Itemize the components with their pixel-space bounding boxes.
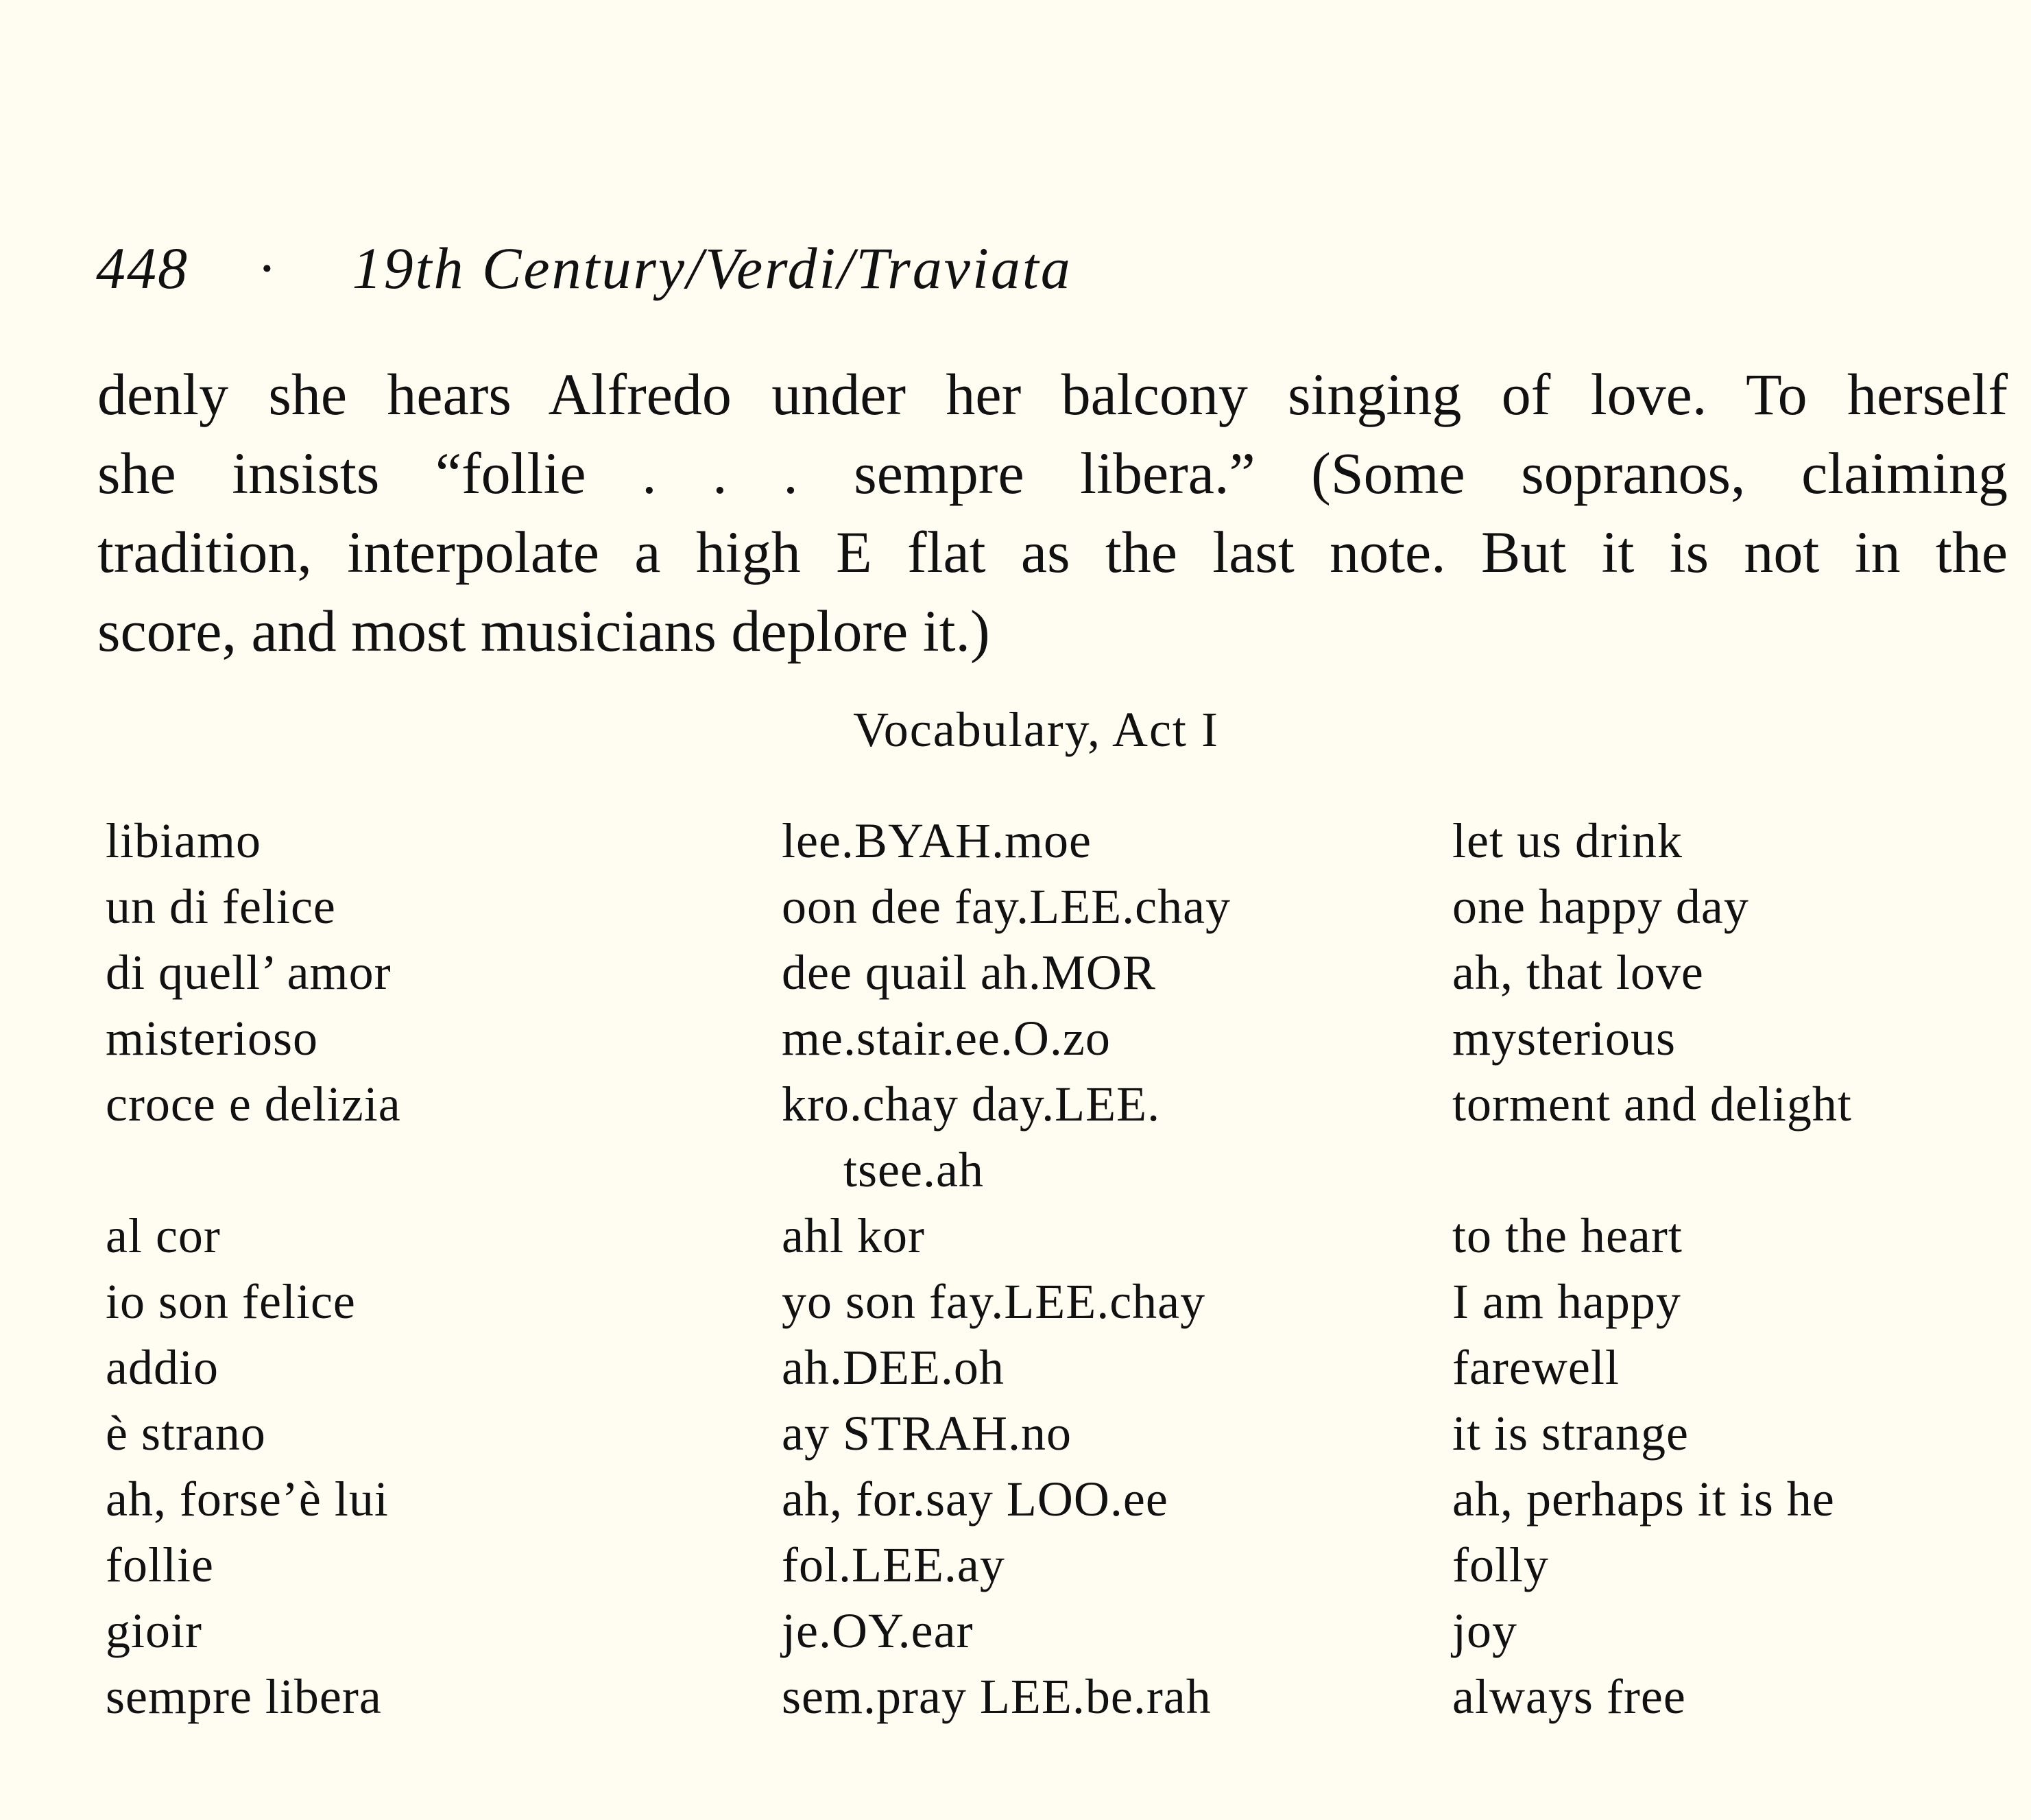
english-meaning: ah, perhaps it is he xyxy=(1452,1472,1835,1526)
body-line: score, and most musicians deplore it.) xyxy=(97,598,990,664)
vocab-row xyxy=(0,1532,2031,1598)
english-meaning: ah, that love xyxy=(1452,945,1704,1000)
pronunciation-continuation: tsee.ah xyxy=(843,1142,984,1197)
vocab-row xyxy=(0,1400,2031,1466)
italian-term: misterioso xyxy=(106,1011,318,1066)
pronunciation: me.stair.ee.O.zo xyxy=(782,1011,1111,1066)
english-meaning: farewell xyxy=(1452,1340,1620,1395)
italian-term: croce e delizia xyxy=(106,1077,401,1131)
italian-term: addio xyxy=(106,1340,219,1395)
vocabulary-heading: Vocabulary, Act I xyxy=(853,702,1219,757)
body-line: tradition, interpolate a high E flat as the last note. But it is not in the xyxy=(97,519,2008,585)
page-number: 448 xyxy=(96,235,189,301)
english-meaning: folly xyxy=(1452,1537,1549,1592)
header-separator: · xyxy=(257,235,277,301)
pronunciation: ah, for.say LOO.ee xyxy=(782,1472,1168,1526)
running-head xyxy=(96,235,1072,301)
vocab-row xyxy=(0,939,2031,1005)
english-meaning: it is strange xyxy=(1452,1406,1689,1461)
running-title: 19th Century/Verdi/Traviata xyxy=(352,235,1072,301)
pronunciation xyxy=(782,1071,1160,1203)
pronunciation: ah.DEE.oh xyxy=(782,1340,1005,1395)
english-meaning: I am happy xyxy=(1452,1274,1681,1329)
english-meaning: to the heart xyxy=(1452,1208,1683,1263)
english-meaning: torment and delight xyxy=(1452,1077,1852,1131)
pronunciation: lee.BYAH.moe xyxy=(782,813,1092,868)
italian-term: gioir xyxy=(106,1603,202,1658)
pronunciation: ahl kor xyxy=(782,1208,925,1263)
italian-term: al cor xyxy=(106,1208,221,1263)
vocab-row xyxy=(0,874,2031,939)
italian-term: sempre libera xyxy=(106,1669,382,1724)
vocab-row xyxy=(0,1598,2031,1664)
english-meaning: one happy day xyxy=(1452,879,1749,934)
vocab-row xyxy=(0,1005,2031,1071)
body-paragraph xyxy=(97,355,2008,671)
italian-term: ah, forse’è lui xyxy=(106,1472,389,1526)
italian-term: io son felice xyxy=(106,1274,356,1329)
body-line: denly she hears Alfredo under her balcony singing of love. To herself xyxy=(97,361,2008,427)
english-meaning: joy xyxy=(1452,1603,1518,1658)
body-line: she insists “follie . . . sempre libera.” (Some sopranos, claiming xyxy=(97,440,2008,506)
vocab-row xyxy=(0,808,2031,874)
english-meaning: let us drink xyxy=(1452,813,1683,868)
pronunciation: yo son fay.LEE.chay xyxy=(782,1274,1206,1329)
italian-term: follie xyxy=(106,1537,214,1592)
pronunciation: oon dee fay.LEE.chay xyxy=(782,879,1231,934)
italian-term: un di felice xyxy=(106,879,336,934)
pronunciation: je.OY.ear xyxy=(782,1603,974,1658)
vocab-row xyxy=(0,1269,2031,1334)
english-meaning: always free xyxy=(1452,1669,1686,1724)
italian-term: di quell’ amor xyxy=(106,945,392,1000)
vocab-row xyxy=(0,1071,2031,1203)
pronunciation: sem.pray LEE.be.rah xyxy=(782,1669,1212,1724)
vocab-row xyxy=(0,1334,2031,1400)
vocab-row xyxy=(0,1664,2031,1729)
italian-term: è strano xyxy=(106,1406,266,1461)
pronunciation: fol.LEE.ay xyxy=(782,1537,1005,1592)
vocabulary-table xyxy=(0,808,2031,1729)
pronunciation-line: kro.chay day.LEE. xyxy=(782,1077,1161,1131)
vocab-row xyxy=(0,1203,2031,1269)
english-meaning: mysterious xyxy=(1452,1011,1676,1066)
vocab-row xyxy=(0,1466,2031,1532)
pronunciation: ay STRAH.no xyxy=(782,1406,1072,1461)
pronunciation: dee quail ah.MOR xyxy=(782,945,1156,1000)
italian-term: libiamo xyxy=(106,813,261,868)
